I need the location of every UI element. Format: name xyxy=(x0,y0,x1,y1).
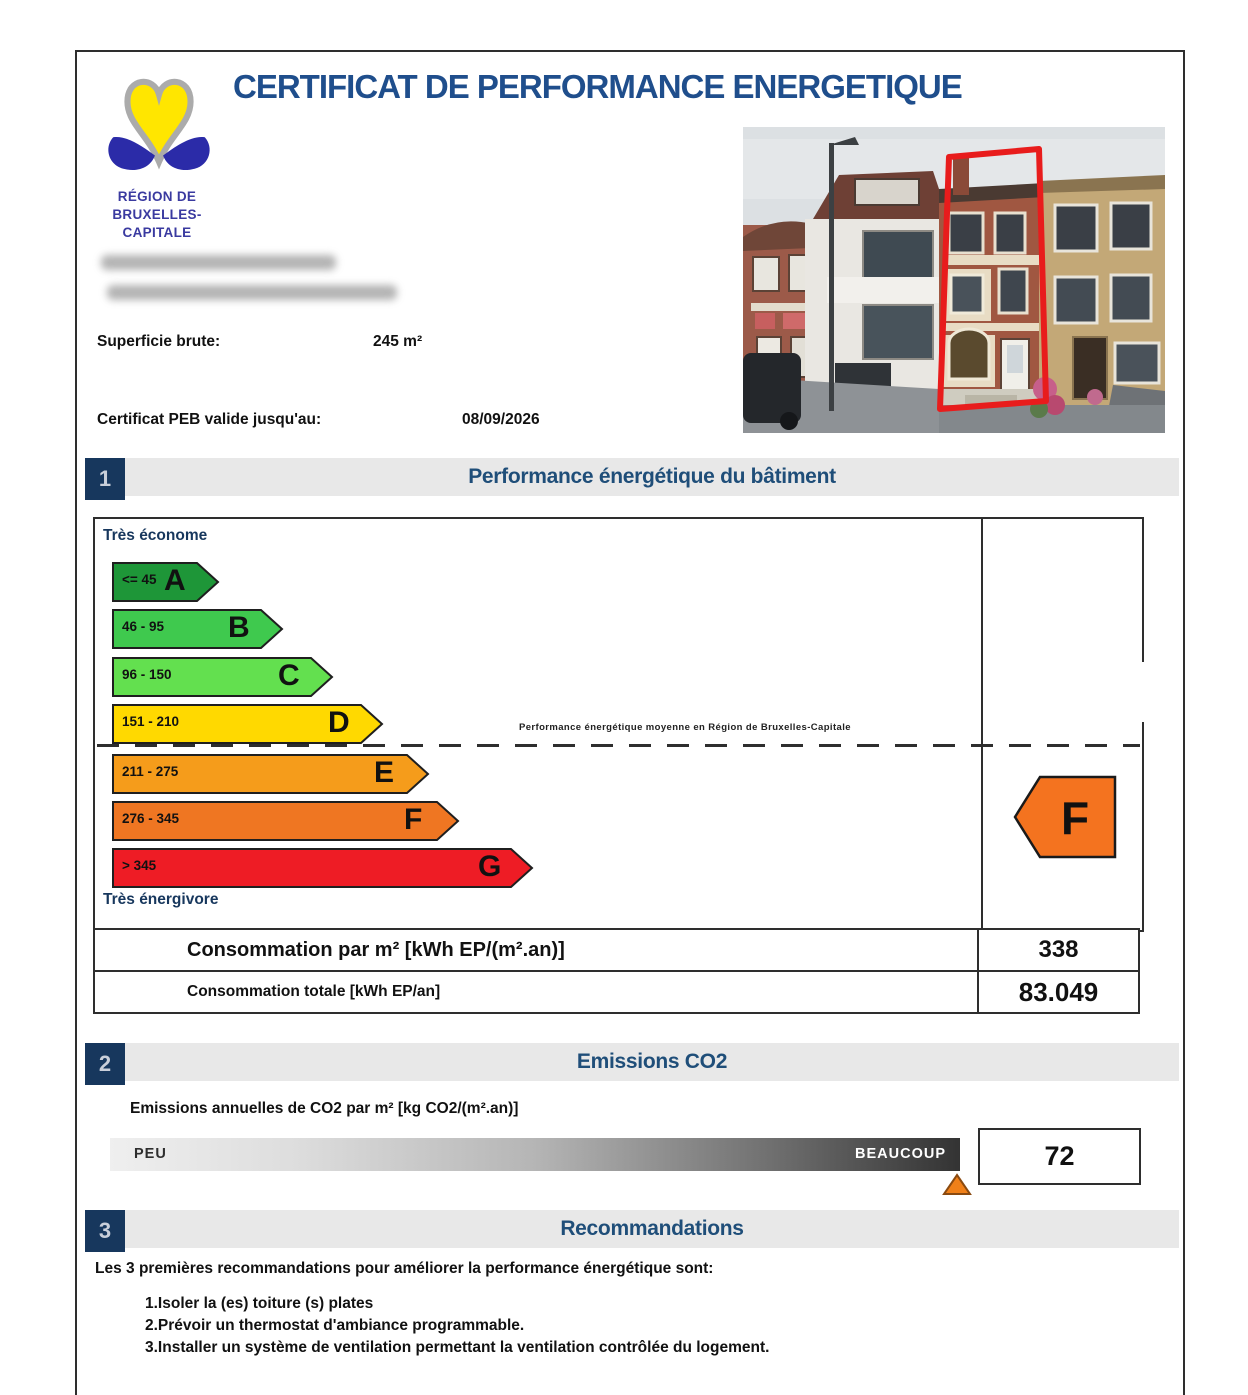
superficie-value: 245 m² xyxy=(373,333,423,350)
section3-number: 3 xyxy=(85,1210,125,1252)
page-title: CERTIFICAT DE PERFORMANCE ENERGETIQUE xyxy=(233,68,962,105)
region-name xyxy=(79,188,235,243)
scan-artifact xyxy=(1131,662,1145,722)
section3-title-bar xyxy=(125,1210,1179,1248)
address-line-redacted xyxy=(101,255,336,270)
co2-scale-left-label: PEU xyxy=(134,1146,167,1162)
superficie-label: Superficie brute: xyxy=(97,333,221,350)
average-dashed-line xyxy=(97,744,1140,747)
co2-subtitle: Emissions annuelles de CO2 par m² [kg CO2/(m².an)] xyxy=(130,1100,519,1117)
region-name-line: BRUXELLES- xyxy=(112,207,202,223)
co2-gradient-bar xyxy=(110,1138,960,1171)
energy-bar-C xyxy=(112,657,334,697)
energy-bar-letter: F xyxy=(404,803,423,836)
section2-title-bar xyxy=(125,1043,1179,1081)
svg-text:F: F xyxy=(1060,792,1090,844)
building-rating-arrow xyxy=(1012,775,1118,859)
scale-bottom-label: Très énergivore xyxy=(103,891,219,908)
energy-bar-range: 46 - 95 xyxy=(122,619,165,634)
energy-bar-D xyxy=(112,704,384,744)
energy-bar-letter: D xyxy=(328,706,350,739)
energy-bar-range: 151 - 210 xyxy=(122,714,180,729)
section3-header xyxy=(85,1210,1179,1252)
consumption-per-m2-value: 338 xyxy=(1038,936,1079,963)
energy-bar-range: > 345 xyxy=(122,858,157,873)
section1-number: 1 xyxy=(85,458,125,500)
co2-value: 72 xyxy=(1044,1141,1075,1171)
region-bruxelles-capitale-logo-icon xyxy=(103,70,215,182)
consumption-total-label: Consommation totale [kWh EP/an] xyxy=(187,983,441,1000)
co2-marker-triangle-icon xyxy=(942,1173,972,1196)
section1-header xyxy=(85,458,1179,500)
energy-bar-letter: G xyxy=(478,850,502,883)
section2-number: 2 xyxy=(85,1043,125,1085)
document-frame xyxy=(75,50,1185,1395)
building-photo xyxy=(743,127,1165,433)
energy-bar-G xyxy=(112,848,534,888)
energy-bar-range: 211 - 275 xyxy=(122,764,179,779)
chart-column-divider xyxy=(981,519,983,930)
validity-label: Certificat PEB valide jusqu'au: xyxy=(97,411,322,428)
scale-top-label: Très économe xyxy=(103,527,208,544)
energy-bar-letter: E xyxy=(374,756,395,789)
section1-title-bar xyxy=(125,458,1179,496)
consumption-total-row xyxy=(93,970,1140,1014)
co2-scale-right-label: BEAUCOUP xyxy=(855,1146,946,1162)
energy-scale-chart xyxy=(93,517,1144,932)
section2-header xyxy=(85,1043,1179,1085)
region-name-line: RÉGION DE xyxy=(117,189,197,204)
section2-title: Emissions CO2 xyxy=(576,1050,728,1073)
energy-bar-range: <= 45 xyxy=(122,572,157,587)
consumption-total-value: 83.049 xyxy=(1018,976,1099,1007)
energy-bar-range: 276 - 345 xyxy=(122,811,180,826)
section1-title: Performance énergétique du bâtiment xyxy=(468,465,836,488)
address-line-redacted xyxy=(107,285,397,300)
recommendation-item: 1.Isoler la (es) toiture (s) plates xyxy=(145,1295,374,1312)
co2-value-box xyxy=(978,1128,1141,1185)
consumption-per-m2-row xyxy=(93,928,1140,972)
energy-bar-letter: B xyxy=(228,611,250,644)
energy-bar-B xyxy=(112,609,284,649)
validity-value: 08/09/2026 xyxy=(462,411,540,428)
recommendations-intro: Les 3 premières recommandations pour améliorer la performance énergétique sont: xyxy=(95,1260,714,1277)
energy-bar-letter: A xyxy=(164,564,186,597)
energy-bar-F xyxy=(112,801,460,841)
energy-bar-A xyxy=(112,562,220,602)
energy-bar-arrow-icon xyxy=(112,848,534,888)
energy-bar-range: 96 - 150 xyxy=(122,667,172,682)
section3-title: Recommandations xyxy=(560,1217,744,1240)
recommendation-item: 2.Prévoir un thermostat d'ambiance programmable. xyxy=(145,1317,525,1334)
region-name-line: CAPITALE xyxy=(122,225,192,241)
consumption-per-m2-label: Consommation par m² [kWh EP/(m².an)] xyxy=(187,938,565,961)
average-line-label: Performance énergétique moyenne en Région de Bruxelles-Capitale xyxy=(519,722,851,733)
energy-bar-letter: C xyxy=(278,659,300,692)
energy-bar-E xyxy=(112,754,430,794)
recommendation-item: 3.Installer un système de ventilation permettant la ventilation contrôlée du logement. xyxy=(145,1339,770,1356)
